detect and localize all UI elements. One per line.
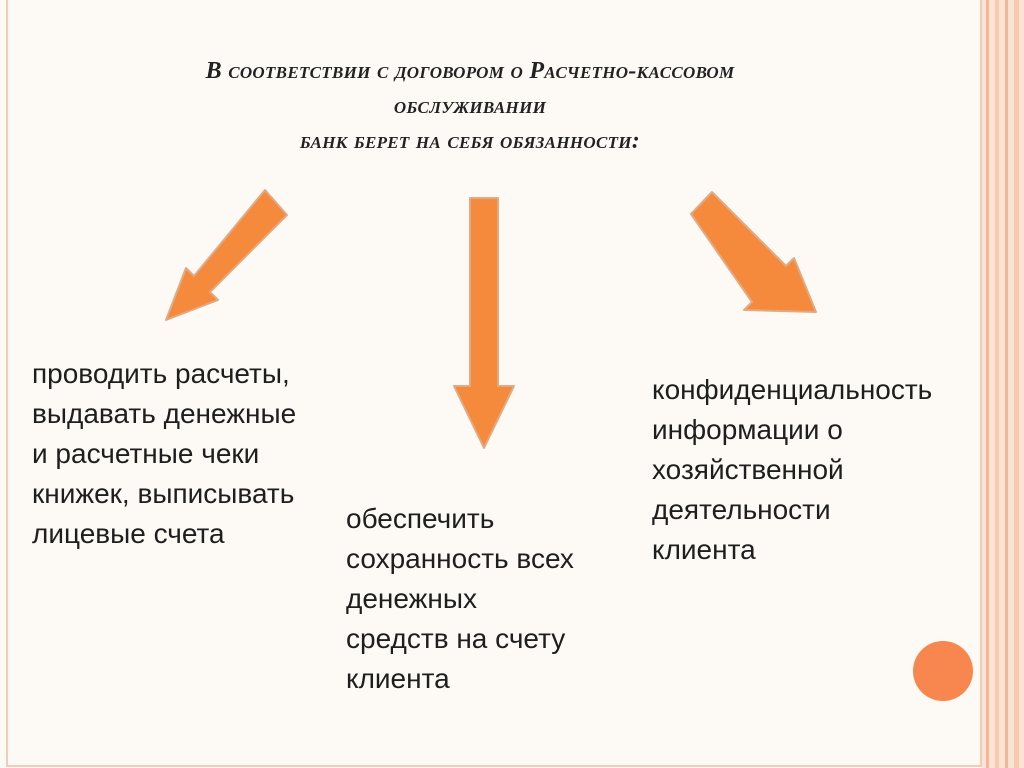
duty-center-line: обеспечить	[346, 503, 495, 534]
duty-left-text	[32, 354, 296, 554]
title-line-2: обслуживании	[393, 93, 547, 119]
duty-left-line: и расчетные чеки	[32, 438, 260, 469]
arrow-down-right-icon	[682, 186, 830, 322]
duty-center-line: сохранность всех	[346, 543, 574, 574]
slide-title	[60, 54, 880, 159]
duty-center-text	[346, 499, 574, 699]
title-line-3: банк берет на себя обязанности:	[299, 128, 641, 154]
duty-right-line: конфиденциальность	[652, 374, 933, 405]
duty-right-text	[652, 370, 932, 570]
duty-right-line: деятельности	[652, 494, 831, 525]
duty-left-line: лицевые счета	[32, 518, 225, 549]
decorative-circle	[913, 641, 973, 701]
duty-center-line: клиента	[346, 663, 450, 694]
arrow-down-left-icon	[150, 180, 300, 330]
duty-right-line: информации о	[652, 414, 843, 445]
decorative-stripes	[982, 0, 1024, 768]
duty-right-line: хозяйственной	[652, 454, 844, 485]
duty-center-line: средств на счету	[346, 623, 566, 654]
duty-left-line: книжек, выписывать	[32, 478, 295, 509]
duty-center-line: денежных	[346, 583, 477, 614]
title-line-1: В соответствии с договором о Расчетно-кассовом	[205, 58, 735, 84]
duty-left-line: выдавать денежные	[32, 398, 297, 429]
duty-right-line: клиента	[652, 534, 756, 565]
arrow-down-icon	[446, 192, 522, 454]
duty-left-line: проводить расчеты,	[32, 358, 290, 389]
